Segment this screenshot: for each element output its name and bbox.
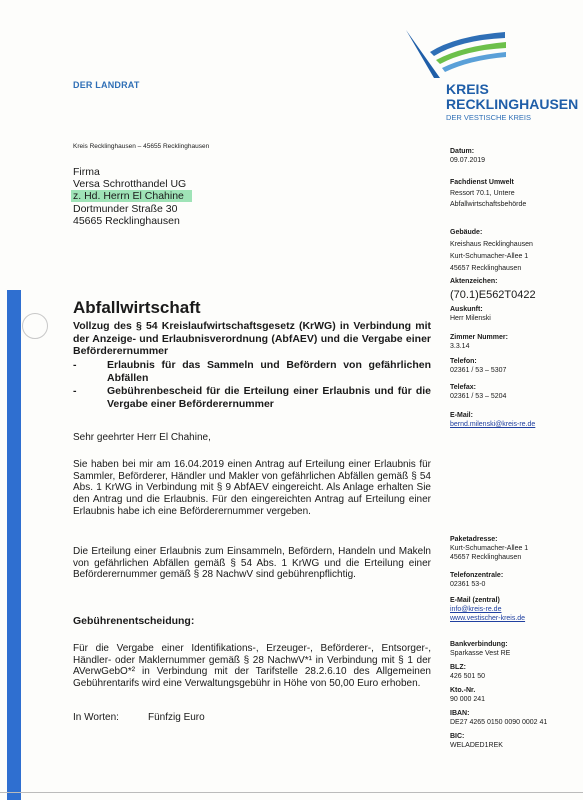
kreis-logo-icon	[400, 22, 510, 84]
sidebar-telefax: Telefax: 02361 / 53 – 5204	[450, 384, 507, 400]
sidebar-iban: IBAN: DE27 4265 0150 0090 0002 41	[450, 710, 548, 726]
bullet-item: - Gebührenbescheid für die Erteilung einer Erlaubnis und für die Vergabe einer Beförderernummer	[73, 385, 431, 410]
sidebar-telefon: Telefon: 02361 / 53 – 5307	[450, 358, 507, 374]
sidebar-paketadresse: Paketadresse: Kurt-Schumacher-Allee 1 45657 Recklinghausen	[450, 536, 529, 561]
bullet-item: - Erlaubnis für das Sammeln und Befördern von gefährlichen Abfällen	[73, 359, 431, 384]
sidebar-gebaeude: Gebäude: Kreishaus Recklinghausen Kurt-Schumacher-Allee 1 45657 Recklinghausen	[450, 229, 533, 272]
recipient-line: Firma	[73, 166, 100, 178]
recipient-line: 45665 Recklinghausen	[73, 214, 180, 227]
in-worten-value: Fünfzig Euro	[148, 712, 205, 723]
in-worten-label: In Worten:	[73, 712, 119, 723]
page-edge	[0, 792, 583, 793]
brand-tagline: DER VESTISCHE KREIS	[446, 113, 532, 122]
recipient-address	[73, 166, 192, 227]
sidebar-bank: Bankverbindung: Sparkasse Vest RE	[450, 641, 511, 657]
sidebar-blz: BLZ: 426 501 50	[450, 664, 486, 680]
website-link[interactable]: www.vestischer-kreis.de	[450, 615, 526, 622]
email-link[interactable]: bernd.milenski@kreis-re.de	[450, 421, 536, 428]
paragraph: Sie haben bei mir am 16.04.2019 einen Antrag auf Erteilung einer Erlaubnis für Sammler, Beförderer, Händler und Makler von gefährlichen Abfällen gemäß § 54 Abs. 1 KrWG in Verbindung mit § 9 AbfAEV eingereicht. Als Anlage erhalten Sie den Antrag und die Erlaubnis. Für den eingereichten Antrag auf Erteilung einer Erlaubnis habe ich eine Beförderernummer vergeben.	[73, 459, 431, 517]
sidebar-bic: BIC: WELADED1REK	[450, 733, 503, 749]
sidebar-fachdienst: Fachdienst Umwelt Ressort 70.1, Untere Abfallwirtschaftsbehörde	[450, 179, 527, 208]
sidebar-email-zentral: E-Mail (zentral) info@kreis-re.de www.vestischer-kreis.de	[450, 596, 580, 623]
sidebar-zimmer: Zimmer Nummer: 3.3.14	[450, 334, 508, 350]
landrat-label: DER LANDRAT	[73, 80, 140, 90]
paragraph: Die Erteilung einer Erlaubnis zum Einsammeln, Befördern, Handeln und Makeln von gefährlichen Abfällen gemäß § 54 Abs. 1 KrWG und die Erteilung einer Beförderernummer gemäß § 28 NachwV sind gebührenpflichtig.	[73, 546, 431, 581]
sidebar-telefonzentrale: Telefonzentrale: 02361 53-0	[450, 572, 504, 588]
sender-line: Kreis Recklinghausen – 45655 Recklinghausen	[73, 143, 210, 150]
brand-kreis: KREIS	[446, 81, 489, 97]
punch-hole-mark	[22, 313, 48, 339]
accent-bar	[7, 290, 21, 800]
sidebar-email: E-Mail: bernd.milenski@kreis-re.de	[450, 411, 580, 429]
section-heading: Gebührenentscheidung:	[73, 615, 195, 627]
sidebar-datum: Datum: 09.07.2019	[450, 148, 486, 164]
recipient-line: Versa Schrotthandel UG	[73, 178, 187, 191]
sidebar-aktenzeichen: Aktenzeichen: (70.1)E562T0422	[450, 278, 536, 301]
brand-recklinghausen: RECKLINGHAUSEN	[446, 96, 579, 112]
salutation: Sehr geehrter Herr El Chahine,	[73, 432, 211, 443]
email-zentral-link[interactable]: info@kreis-re.de	[450, 606, 502, 613]
sidebar-auskunft: Auskunft: Herr Milenski	[450, 306, 491, 322]
page-title: Abfallwirtschaft	[73, 298, 201, 317]
sidebar-kto: Kto.-Nr. 90 000 241	[450, 687, 486, 703]
recipient-line: Dortmunder Straße 30	[73, 202, 178, 215]
subtitle: Vollzug des § 54 Kreislaufwirtschaftsgesetz (KrWG) in Verbindung mit der Anzeige- und Erlaubnisverordnung (AbfAEV) und die Vergabe einer Beförderernummer	[73, 320, 431, 357]
paragraph: Für die Vergabe einer Identifikations-, Erzeuger-, Beförderer-, Entsorger-, Händler- oder Maklernummer gemäß § 28 NachwV*¹ in Verbindung mit § 1 der AVerwGebO*² in Verbindung mit der Tarifstelle 28.2.6.10 des Allgemeinen Gebührentarifs wird eine Verwaltungsgebühr in Höhe von 50,00 Euro erhoben.	[73, 643, 431, 690]
recipient-line-highlighted: z. Hd. Herrn El Chahine	[71, 190, 192, 202]
